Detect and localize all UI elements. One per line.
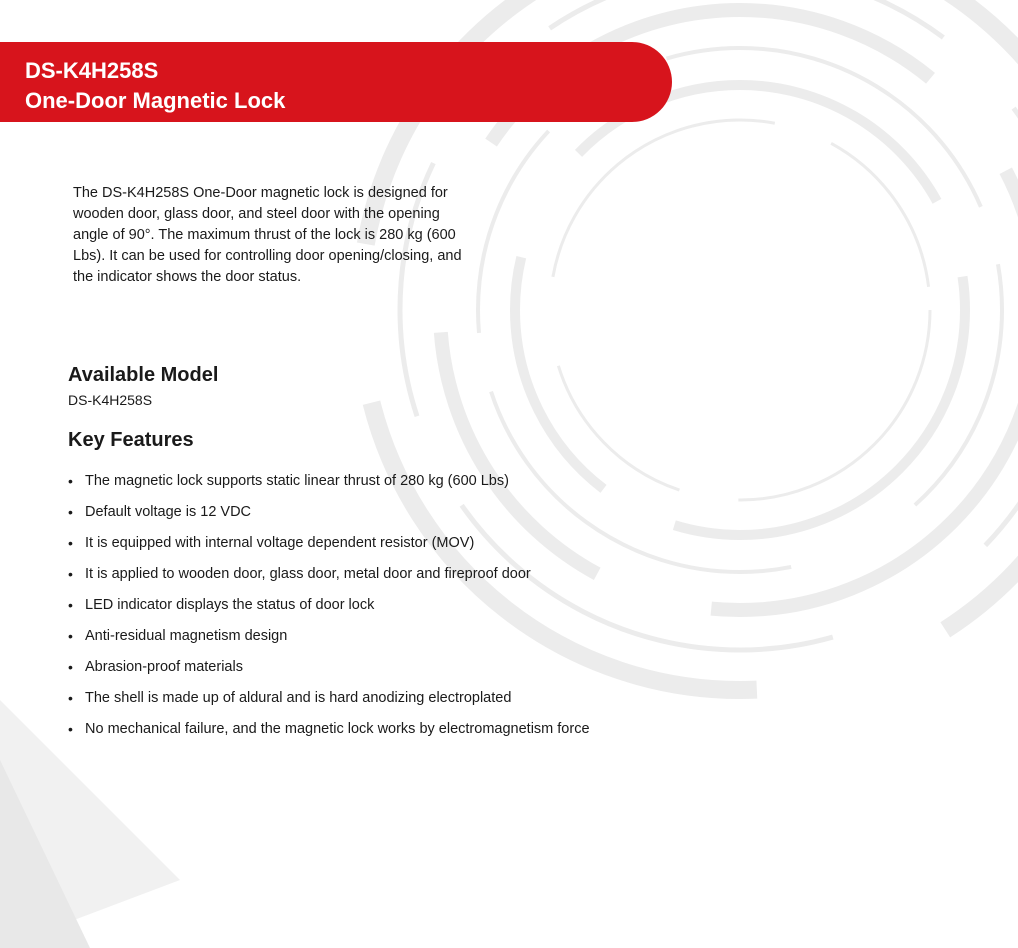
available-model-heading: Available Model <box>68 364 219 386</box>
bullet-icon: • <box>68 659 73 675</box>
feature-text: No mechanical failure, and the magnetic lock works by electromagnetism force <box>85 721 590 737</box>
bullet-icon: • <box>68 535 73 551</box>
title-banner <box>0 42 672 122</box>
feature-item <box>68 532 590 563</box>
intro-paragraph <box>73 183 513 288</box>
feature-text: The shell is made up of aldural and is hard anodizing electroplated <box>85 690 512 706</box>
feature-item <box>68 501 590 532</box>
intro-line: angle of 90°. The maximum thrust of the lock is 280 kg (600 <box>73 227 456 243</box>
feature-text: Abrasion-proof materials <box>85 659 243 675</box>
feature-item <box>68 563 590 594</box>
feature-text: The magnetic lock supports static linear thrust of 280 kg (600 Lbs) <box>85 473 509 489</box>
available-model-value: DS-K4H258S <box>68 392 153 408</box>
intro-line: The DS-K4H258S One-Door magnetic lock is designed for <box>73 185 448 201</box>
feature-item <box>68 656 590 687</box>
intro-line: wooden door, glass door, and steel door with the opening <box>73 206 440 222</box>
bullet-icon: • <box>68 504 73 520</box>
bullet-icon: • <box>68 721 73 737</box>
bullet-icon: • <box>68 597 73 613</box>
bullet-icon: • <box>68 473 73 489</box>
feature-text: It is applied to wooden door, glass door, metal door and fireproof door <box>85 566 531 582</box>
feature-text: It is equipped with internal voltage dependent resistor (MOV) <box>85 535 475 551</box>
key-features-list <box>68 470 590 749</box>
feature-item <box>68 470 590 501</box>
key-features-heading: Key Features <box>68 429 194 451</box>
product-name-title: One-Door Magnetic Lock <box>25 88 286 113</box>
feature-text: Default voltage is 12 VDC <box>85 504 252 520</box>
intro-line: the indicator shows the door status. <box>73 269 302 285</box>
bullet-icon: • <box>68 566 73 582</box>
feature-item <box>68 687 590 718</box>
bullet-icon: • <box>68 690 73 706</box>
feature-item <box>68 625 590 656</box>
feature-text: LED indicator displays the status of door lock <box>85 597 375 613</box>
intro-line: Lbs). It can be used for controlling door opening/closing, and <box>73 248 462 264</box>
bullet-icon: • <box>68 628 73 644</box>
feature-text: Anti-residual magnetism design <box>85 628 288 644</box>
feature-item <box>68 718 590 749</box>
product-model-title: DS-K4H258S <box>25 58 159 83</box>
feature-item <box>68 594 590 625</box>
